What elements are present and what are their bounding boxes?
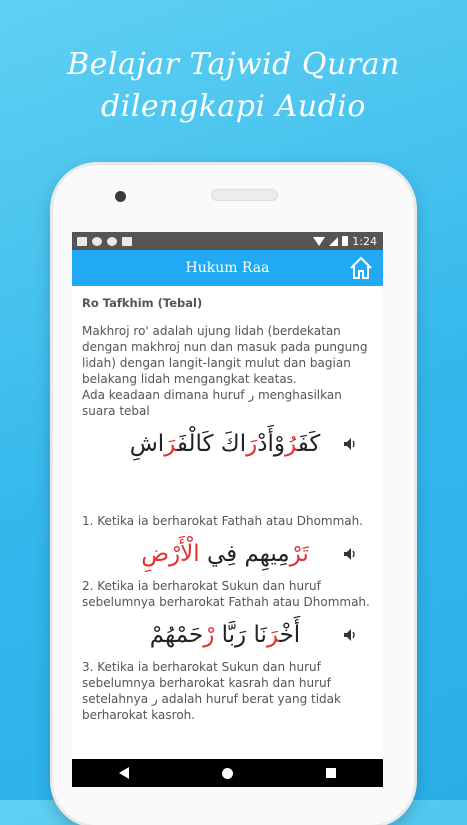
arabic-example: كَفَرُوْأَدْرَاكَ كَالْفَرَاشِ — [129, 431, 321, 457]
arabic-example: تَرْمِيهِم فِي الْأَرْضِ — [141, 541, 309, 567]
gmail-icon — [77, 237, 87, 246]
promo-line-1: Belajar Tajwid Quran — [67, 47, 400, 82]
app-bar — [72, 250, 383, 286]
arabic-example: أَخْرَنَا رَبَّا رْحَمْهُمْ — [149, 622, 301, 648]
intro-line: Ada keadaan dimana huruf ر menghasilkan — [82, 388, 342, 402]
home-circle-icon[interactable] — [222, 768, 233, 779]
phone-screen — [72, 232, 383, 787]
intro-line: dengan makhroj nun dan masuk pada pungung — [82, 340, 368, 354]
battery-icon — [342, 236, 348, 246]
rule-item: 3. Ketika ia berharokat Sukun dan huruf sebelumnya berharokat kasrah dan huruf setelahnya ر adalah huruf berat yang tidak berharokat kasroh. — [82, 660, 341, 722]
promo-line-2: dilengkapi Audio — [101, 89, 366, 124]
status-time: 1:24 — [352, 234, 377, 248]
section-title: Ro Tafkhim (Tebal) — [82, 296, 203, 310]
rule-item: 2. Ketika ia berharokat Sukun dan huruf sebelumnya berharokat Fathah atau Dhommah. — [82, 579, 370, 609]
home-icon[interactable] — [348, 255, 374, 281]
intro-line: Makhroj ro' adalah ujung lidah (berdekatan — [82, 324, 341, 338]
intro-line: lidah) dengan langit-langit mulut dan bagian — [82, 356, 351, 370]
example-row — [82, 615, 373, 655]
page-title: Hukum Raa — [185, 260, 270, 276]
speaker-icon[interactable] — [343, 437, 357, 451]
example-row — [82, 424, 373, 464]
status-bar — [72, 232, 383, 250]
wifi-icon — [313, 237, 325, 246]
speaker-icon[interactable] — [343, 628, 357, 642]
sdcard-icon — [122, 237, 132, 246]
android-nav-bar — [72, 759, 383, 787]
shield-icon — [92, 237, 102, 246]
example-row — [82, 534, 373, 574]
promo-caption — [0, 44, 467, 128]
back-icon[interactable] — [119, 767, 129, 779]
intro-line: suara tebal — [82, 404, 150, 418]
recents-icon[interactable] — [326, 768, 336, 778]
signal-icon — [329, 237, 338, 246]
circle-icon — [107, 237, 117, 246]
earpiece-speaker — [211, 189, 278, 201]
intro-paragraph — [82, 323, 373, 419]
lesson-content — [72, 286, 383, 762]
rule-item: 1. Ketika ia berharokat Fathah atau Dhommah. — [82, 514, 364, 528]
intro-line: belakang lidah mengangkat keatas. — [82, 372, 297, 386]
speaker-icon[interactable] — [343, 547, 357, 561]
phone-frame — [53, 165, 414, 825]
front-camera — [115, 191, 126, 202]
